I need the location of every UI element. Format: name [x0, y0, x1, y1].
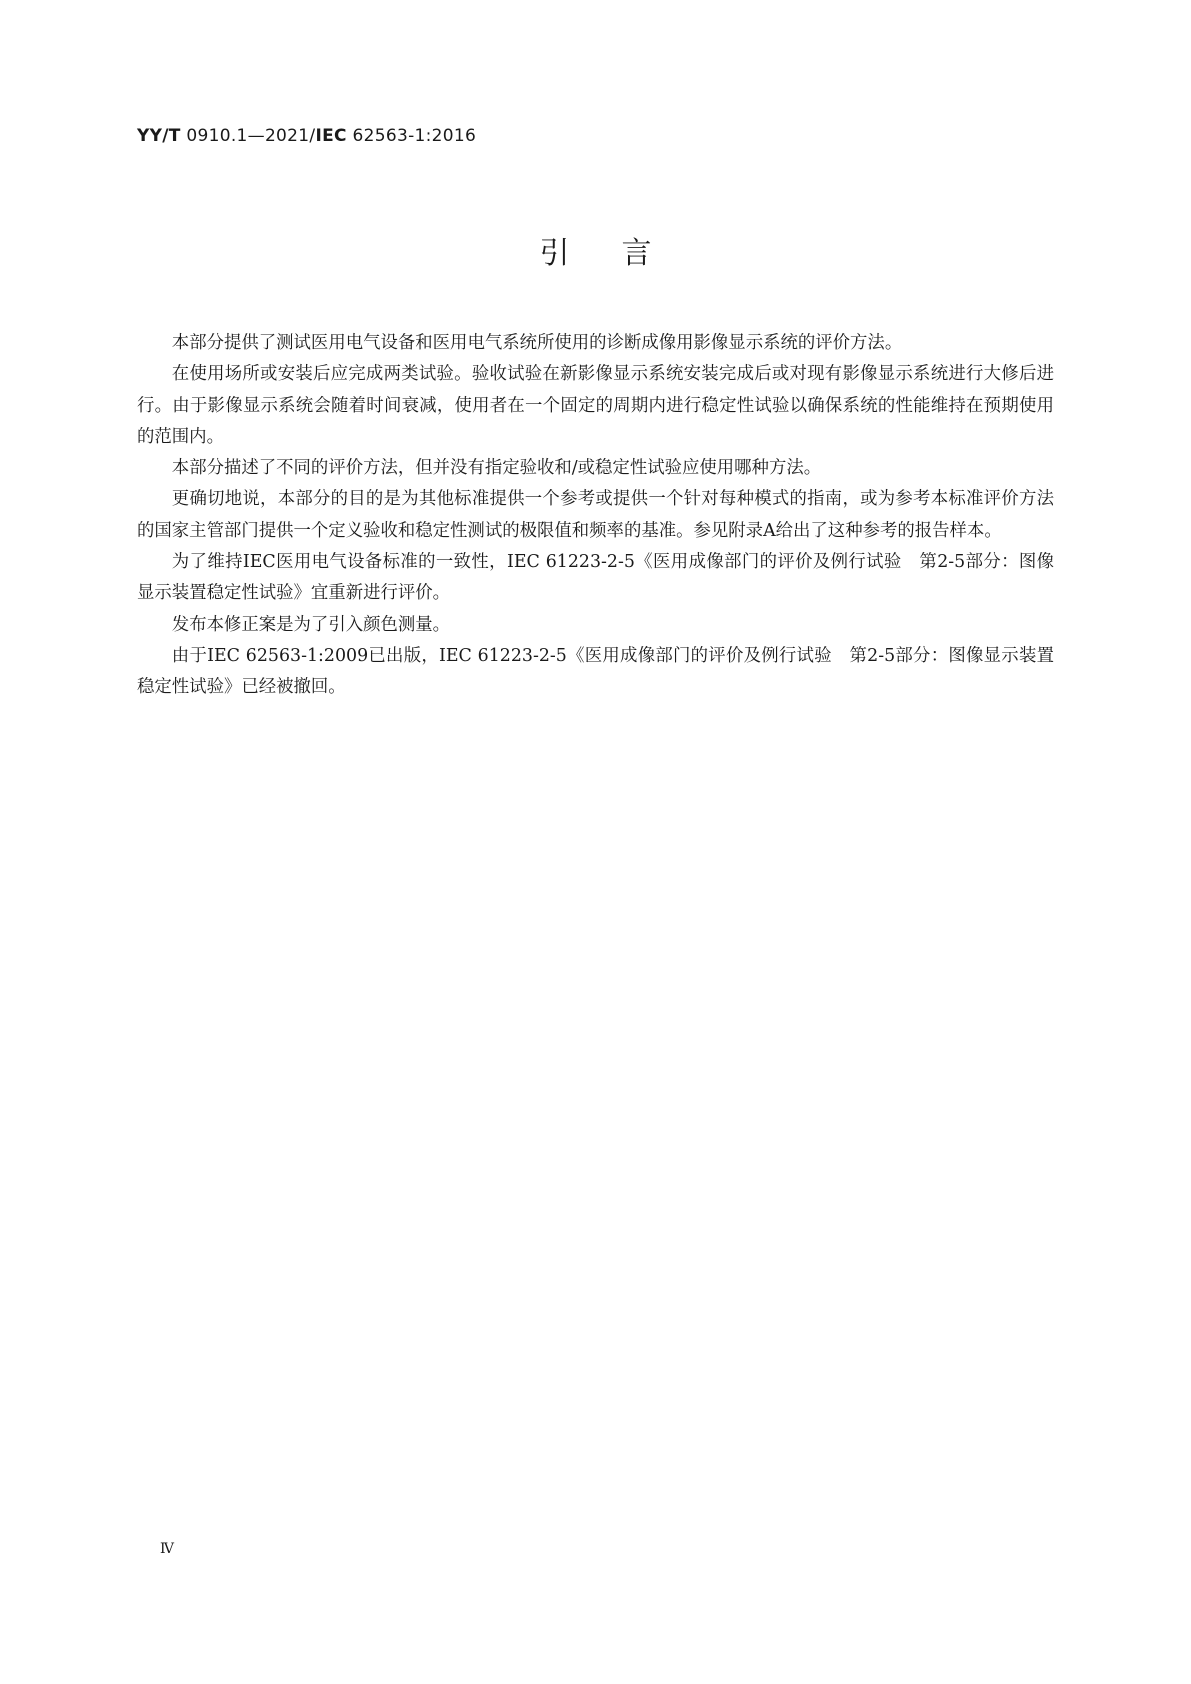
paragraph: 本部分描述了不同的评价方法，但并没有指定验收和/或稳定性试验应使用哪种方法。 [171, 458, 822, 479]
paragraph: 由于IEC 62563-1:2009已出版，IEC 61223-2-5《医用成像部门的评价及例行试验 第2-5部分：图像显示装置稳定性试验》已经被撤回。 [137, 645, 1054, 698]
paragraph: 发布本修正案是为了引入颜色测量。 [171, 614, 451, 635]
paragraph: 为了维持IEC医用电气设备标准的一致性，IEC 61223-2-5《医用成像部门的评价及例行试验 第2-5部分：图像显示装置稳定性试验》宜重新进行评价。 [137, 552, 1054, 604]
paragraph: 更确切地说，本部分的目的是为其他标准提供一个参考或提供一个针对每种模式的指南，或为参考本标准评价方法的国家主管部门提供一个定义验收和稳定性测试的极限值和频率的基准。参见附录A给出了这种参考的报告样本。 [137, 489, 1054, 541]
introduction-body [137, 328, 1054, 704]
standard-header [137, 126, 476, 146]
standard-code: YY/T [137, 126, 181, 146]
paragraph: 在使用场所或安装后应完成两类试验。验收试验在新影像显示系统安装完成后或对现有影像显示系统进行大修后进行。由于影像显示系统会随着时间衰减，使用者在一个固定的周期内进行稳定性试验以确保系统的性能维持在预期使用的范围内。 [137, 364, 1054, 447]
standard-number: 0910.1—2021/ [186, 126, 316, 146]
paragraph: 本部分提供了测试医用电气设备和医用电气系统所使用的诊断成像用影像显示系统的评价方法。 [171, 333, 903, 353]
page-title: 引言 [539, 236, 704, 271]
page-number: Ⅳ [160, 1541, 174, 1557]
iec-number: 62563-1:2016 [352, 126, 477, 146]
iec-prefix: IEC [315, 126, 347, 146]
